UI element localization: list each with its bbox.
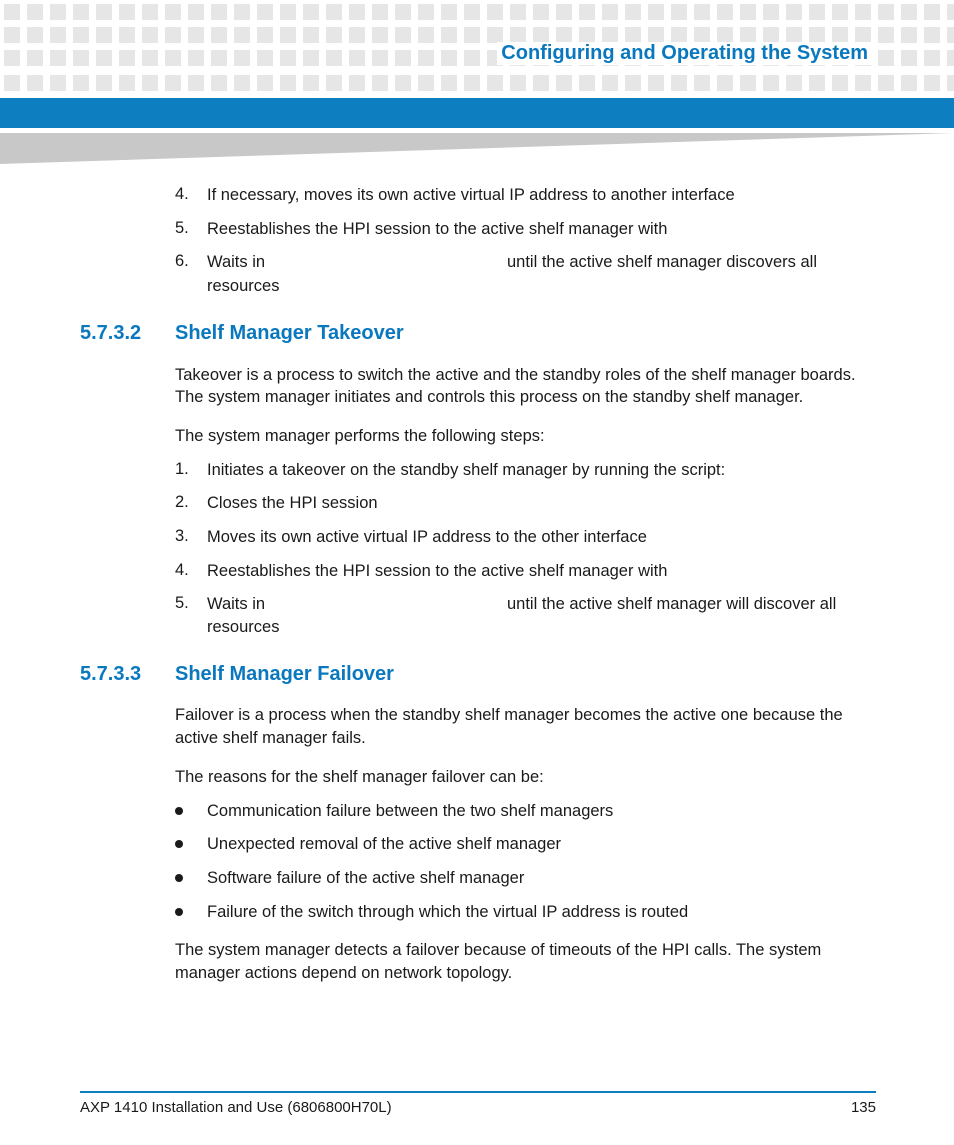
list-number: 5. xyxy=(175,594,189,612)
pattern-square xyxy=(73,75,89,91)
pattern-square xyxy=(349,50,365,66)
pattern-square xyxy=(901,75,917,91)
pattern-square xyxy=(510,4,526,20)
pattern-square xyxy=(533,75,549,91)
pattern-square xyxy=(855,27,871,43)
pattern-square xyxy=(119,27,135,43)
pattern-square xyxy=(372,27,388,43)
pattern-square xyxy=(395,75,411,91)
pattern-square xyxy=(395,27,411,43)
pattern-square xyxy=(901,50,917,66)
list-item: If necessary, moves its own active virtual IP address to another interface xyxy=(207,186,735,204)
paragraph-line: The reasons for the shelf manager failover can be: xyxy=(175,768,544,786)
pattern-square xyxy=(27,75,43,91)
section-title: Shelf Manager Takeover xyxy=(175,322,404,344)
pattern-square xyxy=(832,4,848,20)
pattern-square xyxy=(947,4,954,20)
pattern-square xyxy=(556,75,572,91)
pattern-square xyxy=(717,75,733,91)
pattern-square xyxy=(924,50,940,66)
pattern-square xyxy=(740,75,756,91)
pattern-square xyxy=(280,50,296,66)
pattern-square xyxy=(372,50,388,66)
pattern-square xyxy=(648,27,664,43)
pattern-square xyxy=(211,4,227,20)
header-title: Configuring and Operating the System xyxy=(497,42,872,65)
pattern-square xyxy=(625,27,641,43)
pattern-square xyxy=(602,4,618,20)
pattern-square xyxy=(4,50,20,66)
pattern-square xyxy=(556,4,572,20)
pattern-square xyxy=(671,4,687,20)
pattern-square xyxy=(487,4,503,20)
pattern-square xyxy=(211,27,227,43)
pattern-square xyxy=(533,27,549,43)
pattern-square xyxy=(878,50,894,66)
pattern-square xyxy=(487,75,503,91)
pattern-square xyxy=(326,75,342,91)
pattern-square xyxy=(303,50,319,66)
pattern-square xyxy=(464,75,480,91)
pattern-square xyxy=(441,50,457,66)
pattern-square xyxy=(694,27,710,43)
pattern-square xyxy=(119,75,135,91)
paragraph-line: Failover is a process when the standby shelf manager becomes the active one because the xyxy=(175,706,843,724)
pattern-square xyxy=(188,50,204,66)
pattern-square xyxy=(441,27,457,43)
footer-document-title: AXP 1410 Installation and Use (6806800H70L) xyxy=(80,1099,392,1116)
pattern-square xyxy=(602,75,618,91)
pattern-square xyxy=(326,27,342,43)
pattern-square xyxy=(234,75,250,91)
pattern-square xyxy=(257,75,273,91)
pattern-square xyxy=(303,27,319,43)
footer-rule xyxy=(80,1091,876,1093)
pattern-square xyxy=(27,50,43,66)
bullet-item: Communication failure between the two shelf managers xyxy=(207,802,614,820)
pattern-square xyxy=(234,4,250,20)
pattern-square xyxy=(786,4,802,20)
pattern-square xyxy=(717,4,733,20)
pattern-square xyxy=(694,75,710,91)
list-number: 3. xyxy=(175,527,189,545)
pattern-square xyxy=(257,4,273,20)
pattern-square xyxy=(924,75,940,91)
pattern-square xyxy=(96,4,112,20)
pattern-square xyxy=(625,75,641,91)
pattern-square xyxy=(326,4,342,20)
list-number: 4. xyxy=(175,185,189,203)
pattern-square xyxy=(740,27,756,43)
pattern-square xyxy=(901,4,917,20)
pattern-square xyxy=(4,75,20,91)
list-item: Initiates a takeover on the standby shelf manager by running the script: xyxy=(207,461,726,479)
header-bar xyxy=(0,98,954,128)
pattern-square xyxy=(188,75,204,91)
pattern-square xyxy=(372,4,388,20)
bullet-item: Unexpected removal of the active shelf manager xyxy=(207,835,562,853)
pattern-square xyxy=(579,4,595,20)
pattern-square xyxy=(257,50,273,66)
pattern-square xyxy=(96,75,112,91)
paragraph-line: Takeover is a process to switch the active and the standby roles of the shelf manager boards. xyxy=(175,366,856,384)
pattern-square xyxy=(165,50,181,66)
pattern-square xyxy=(786,27,802,43)
pattern-square xyxy=(441,75,457,91)
pattern-square xyxy=(27,4,43,20)
pattern-square xyxy=(234,27,250,43)
list-number: 1. xyxy=(175,460,189,478)
pattern-square xyxy=(165,4,181,20)
pattern-square xyxy=(924,27,940,43)
list-item: Closes the HPI session xyxy=(207,494,378,512)
pattern-square xyxy=(464,50,480,66)
pattern-square xyxy=(832,27,848,43)
list-item: until the active shelf manager discovers all xyxy=(507,253,817,271)
paragraph-line: The system manager detects a failover because of timeouts of the HPI calls. The system xyxy=(175,941,822,959)
pattern-square xyxy=(280,75,296,91)
pattern-square xyxy=(96,27,112,43)
pattern-square xyxy=(418,4,434,20)
pattern-square xyxy=(855,75,871,91)
pattern-square xyxy=(809,27,825,43)
pattern-square xyxy=(395,50,411,66)
pattern-square xyxy=(533,4,549,20)
pattern-square xyxy=(4,27,20,43)
pattern-square xyxy=(280,27,296,43)
pattern-square xyxy=(50,4,66,20)
pattern-square xyxy=(50,50,66,66)
pattern-square xyxy=(211,50,227,66)
pattern-square xyxy=(349,27,365,43)
pattern-square xyxy=(786,75,802,91)
pattern-square xyxy=(142,4,158,20)
pattern-square xyxy=(188,4,204,20)
pattern-square xyxy=(464,27,480,43)
pattern-square xyxy=(303,75,319,91)
pattern-square xyxy=(119,4,135,20)
bullet-item: Software failure of the active shelf manager xyxy=(207,869,525,887)
pattern-square xyxy=(878,4,894,20)
pattern-square xyxy=(372,75,388,91)
pattern-square xyxy=(924,4,940,20)
pattern-square xyxy=(73,27,89,43)
section-number: 5.7.3.3 xyxy=(80,663,142,685)
bullet-icon xyxy=(175,807,183,815)
list-item: Moves its own active virtual IP address to the other interface xyxy=(207,528,647,546)
list-number: 5. xyxy=(175,219,189,237)
pattern-square xyxy=(142,75,158,91)
pattern-square xyxy=(648,75,664,91)
pattern-square xyxy=(878,75,894,91)
pattern-square xyxy=(50,27,66,43)
bullet-item: Failure of the switch through which the virtual IP address is routed xyxy=(207,903,689,921)
pattern-square xyxy=(740,4,756,20)
pattern-square xyxy=(763,75,779,91)
pattern-square xyxy=(50,75,66,91)
pattern-square xyxy=(855,4,871,20)
pattern-square xyxy=(579,75,595,91)
list-item: resources xyxy=(207,618,280,636)
list-number: 2. xyxy=(175,493,189,511)
list-item: Reestablishes the HPI session to the active shelf manager with xyxy=(207,562,668,580)
section-number: 5.7.3.2 xyxy=(80,322,142,344)
pattern-square xyxy=(464,4,480,20)
pattern-square xyxy=(809,4,825,20)
pattern-square xyxy=(579,27,595,43)
pattern-square xyxy=(901,27,917,43)
pattern-square xyxy=(878,27,894,43)
pattern-square xyxy=(763,4,779,20)
pattern-square xyxy=(947,27,954,43)
pattern-square xyxy=(441,4,457,20)
pattern-square xyxy=(326,50,342,66)
list-item: until the active shelf manager will discover all xyxy=(507,595,837,613)
pattern-square xyxy=(418,75,434,91)
pattern-square xyxy=(625,4,641,20)
pattern-square xyxy=(487,27,503,43)
list-item: resources xyxy=(207,277,280,295)
pattern-square xyxy=(27,27,43,43)
bullet-icon xyxy=(175,874,183,882)
pattern-square xyxy=(671,75,687,91)
pattern-square xyxy=(671,27,687,43)
pattern-square xyxy=(165,75,181,91)
pattern-square xyxy=(947,50,954,66)
pattern-square xyxy=(280,4,296,20)
pattern-square xyxy=(257,27,273,43)
bullet-icon xyxy=(175,908,183,916)
pattern-square xyxy=(165,27,181,43)
page-number: 135 xyxy=(850,1099,876,1116)
list-number: 6. xyxy=(175,252,189,270)
paragraph-line: The system manager performs the following steps: xyxy=(175,427,545,445)
pattern-square xyxy=(188,27,204,43)
pattern-square xyxy=(4,4,20,20)
pattern-square xyxy=(395,4,411,20)
pattern-square xyxy=(418,27,434,43)
pattern-square xyxy=(947,75,954,91)
pattern-square xyxy=(211,75,227,91)
pattern-square xyxy=(648,4,664,20)
pattern-square xyxy=(234,50,250,66)
pattern-square xyxy=(510,27,526,43)
paragraph-line: manager actions depend on network topology. xyxy=(175,964,513,982)
pattern-square xyxy=(73,4,89,20)
pattern-square xyxy=(418,50,434,66)
paragraph-line: active shelf manager fails. xyxy=(175,729,366,747)
list-item: Waits in xyxy=(207,253,266,271)
list-number: 4. xyxy=(175,561,189,579)
pattern-square xyxy=(142,50,158,66)
pattern-square xyxy=(832,75,848,91)
list-item: Waits in xyxy=(207,595,266,613)
pattern-square xyxy=(349,75,365,91)
section-title: Shelf Manager Failover xyxy=(175,663,394,685)
pattern-square xyxy=(694,4,710,20)
bullet-icon xyxy=(175,840,183,848)
pattern-square xyxy=(142,27,158,43)
list-item: Reestablishes the HPI session to the active shelf manager with xyxy=(207,220,668,238)
pattern-square xyxy=(510,75,526,91)
pattern-square xyxy=(96,50,112,66)
pattern-square xyxy=(556,27,572,43)
pattern-square xyxy=(809,75,825,91)
pattern-square xyxy=(73,50,89,66)
pattern-square xyxy=(763,27,779,43)
pattern-square xyxy=(119,50,135,66)
header-gray-band xyxy=(0,128,954,164)
pattern-square xyxy=(717,27,733,43)
pattern-square xyxy=(349,4,365,20)
pattern-square xyxy=(303,4,319,20)
paragraph-line: The system manager initiates and controls this process on the standby shelf manager. xyxy=(175,388,804,406)
pattern-square xyxy=(602,27,618,43)
